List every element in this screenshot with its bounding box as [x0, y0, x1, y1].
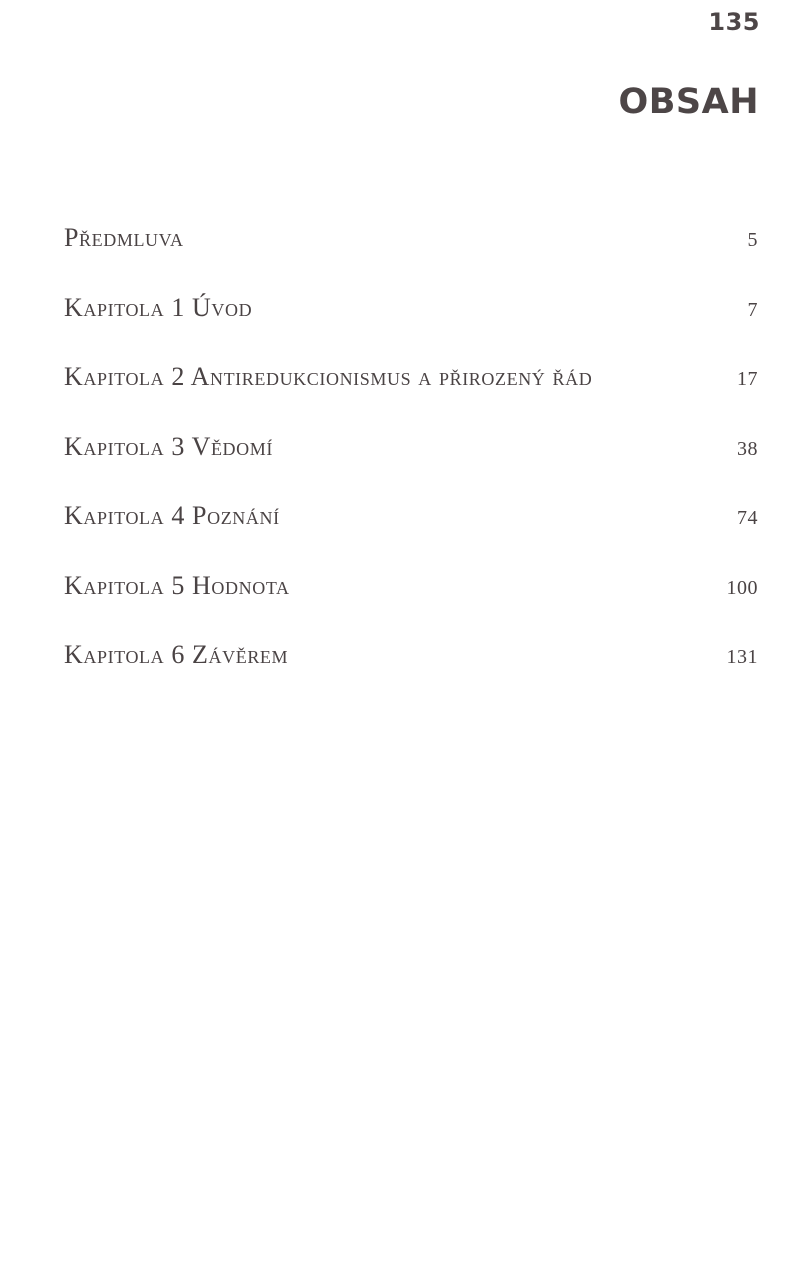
toc-entry-chapter-3[interactable] [64, 432, 758, 502]
toc-entry-page: 7 [747, 298, 758, 321]
toc-entry-page: 131 [726, 646, 758, 668]
toc-entry-title: Kapitola 5 Hodnota [64, 570, 290, 600]
toc-entry-title: Kapitola 3 Vědomí [64, 431, 273, 461]
toc-entry-page: 38 [737, 437, 758, 460]
page-number: 135 [708, 8, 760, 36]
page-title: OBSAH [618, 82, 759, 122]
toc-entry-chapter-2[interactable] [64, 362, 758, 432]
table-of-contents [64, 223, 758, 710]
toc-entry-chapter-1[interactable] [64, 293, 758, 363]
toc-entry-page: 100 [726, 576, 758, 599]
toc-entry-title: Kapitola 6 Závěrem [64, 640, 289, 669]
toc-entry-title: Kapitola 2 Antiredukcionismus a přirozený řád [64, 362, 593, 391]
toc-entry-page: 5 [747, 229, 758, 251]
toc-entry-chapter-4[interactable] [64, 501, 758, 571]
toc-entry-page: 17 [737, 368, 758, 390]
toc-entry-chapter-6[interactable] [64, 640, 758, 710]
toc-entry-chapter-5[interactable] [64, 571, 758, 641]
toc-entry-title: Kapitola 4 Poznání [64, 501, 280, 530]
toc-entry-preface[interactable] [64, 223, 758, 293]
toc-entry-title: Kapitola 1 Úvod [64, 292, 253, 322]
toc-entry-page: 74 [737, 507, 758, 529]
toc-entry-title: Předmluva [64, 223, 184, 252]
